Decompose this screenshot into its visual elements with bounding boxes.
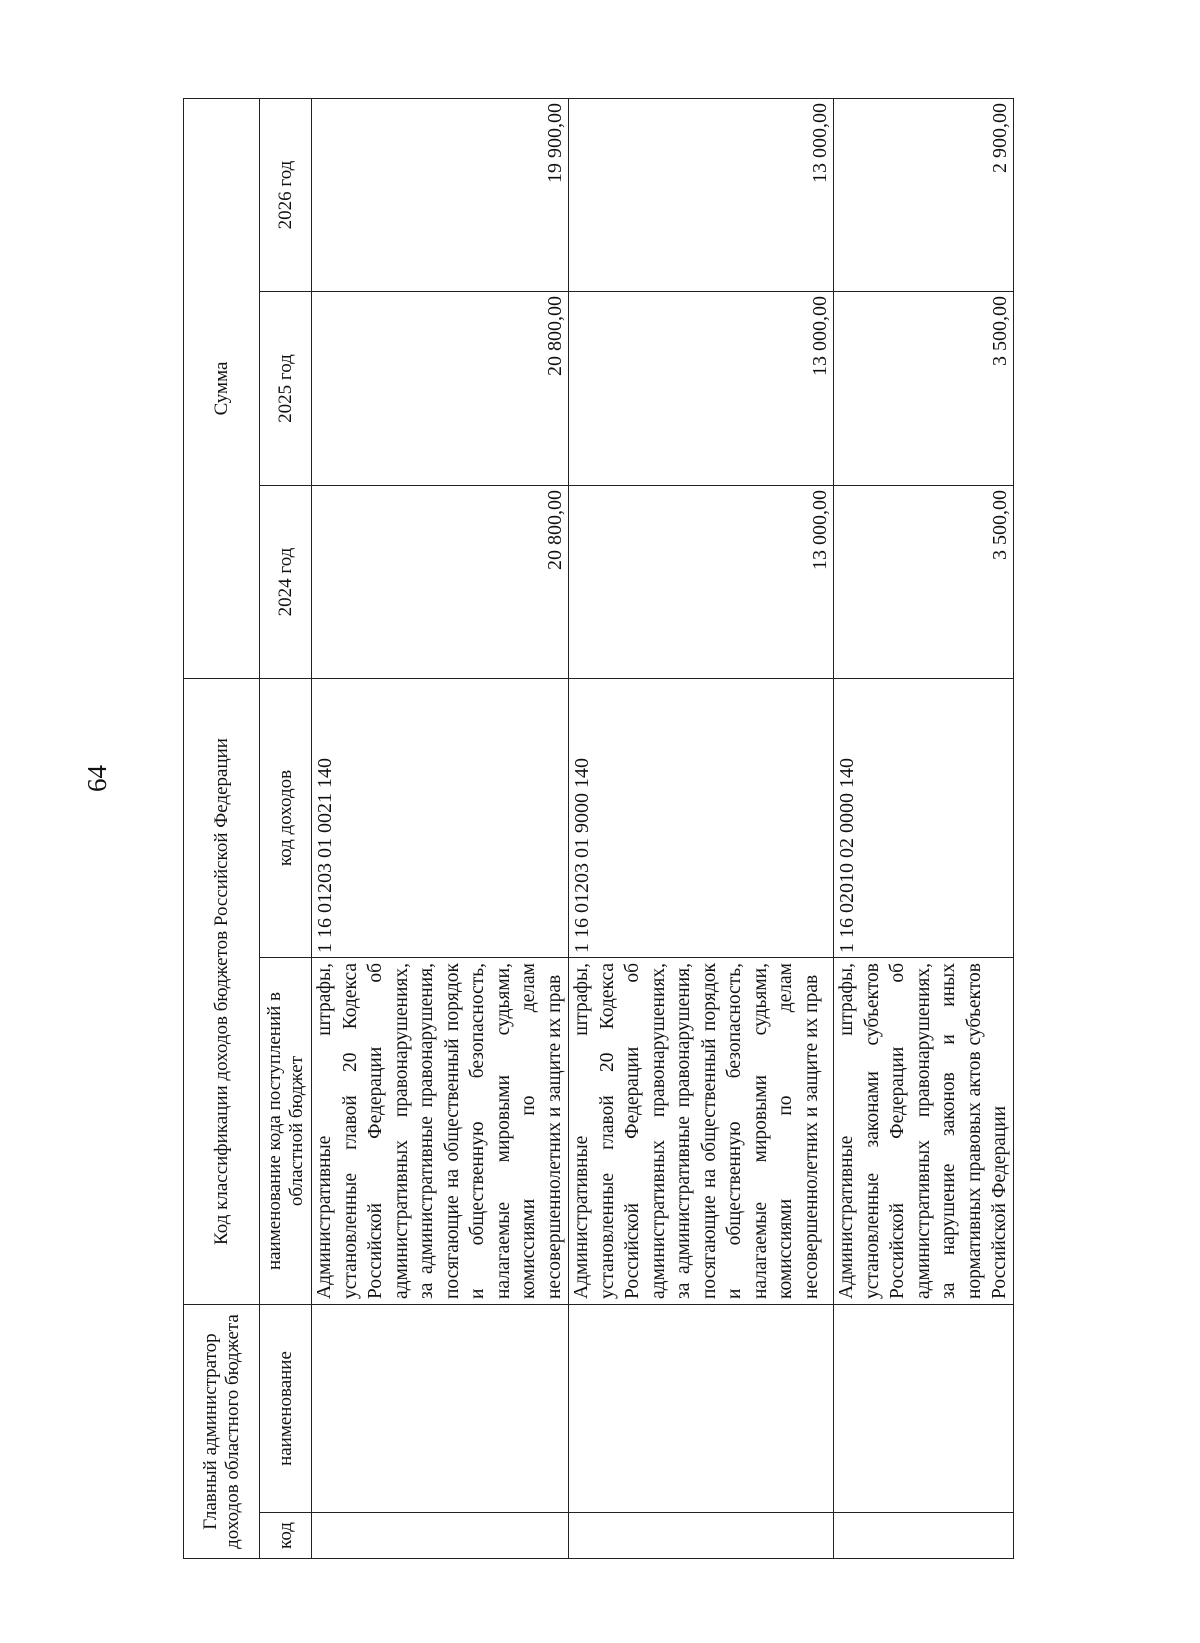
page-number: 64 bbox=[82, 765, 112, 792]
sum-2025-cell: 3 500,00 bbox=[834, 292, 1014, 486]
admin-name-cell bbox=[312, 1305, 569, 1513]
sum-2025-cell: 13 000,00 bbox=[569, 292, 834, 486]
rotated-table-container bbox=[183, 99, 1011, 1559]
sum-2024-cell: 13 000,00 bbox=[569, 486, 834, 679]
header-row-sub bbox=[260, 98, 312, 1558]
income-code-cell: 1 16 01203 01 0021 140 bbox=[312, 679, 569, 958]
classification-group-header: Код классификации доходов бюджетов Российской Федерации bbox=[184, 679, 260, 1305]
income-code-header: код доходов bbox=[260, 679, 312, 958]
sum-2026-cell: 2 900,00 bbox=[834, 98, 1014, 291]
income-name-cell: Административные штрафы, установленные главой 20 Кодекса Российской Федерации об административных правонарушениях, за административные правонарушения, посягающие на общественный порядок и общественную безопасность, налагаемые мировыми судьями, комиссиями по делам несовершеннолетних и защите их прав bbox=[569, 958, 834, 1305]
admin-code-cell bbox=[834, 1513, 1014, 1559]
table-row bbox=[312, 98, 569, 1558]
admin-name-cell bbox=[834, 1305, 1014, 1513]
income-code-cell: 1 16 01203 01 9000 140 bbox=[569, 679, 834, 958]
sum-2024-cell: 20 800,00 bbox=[312, 486, 569, 679]
sum-group-header: Сумма bbox=[184, 98, 260, 678]
year-2026-header: 2026 год bbox=[260, 98, 312, 291]
admin-name-header: наименование bbox=[260, 1305, 312, 1513]
income-code-cell: 1 16 02010 02 0000 140 bbox=[834, 679, 1014, 958]
income-name-header: наименование кода поступлений в областной бюджет bbox=[260, 958, 312, 1305]
income-name-cell: Административные штрафы, установленные главой 20 Кодекса Российской Федерации об административных правонарушениях, за административные правонарушения, посягающие на общественный порядок и общественную безопасность, налагаемые мировыми судьями, комиссиями по делам несовершеннолетних и защите их прав bbox=[312, 958, 569, 1305]
admin-code-cell bbox=[312, 1513, 569, 1559]
table-row bbox=[569, 98, 834, 1558]
admin-group-header: Главный администратор доходов областного бюджета bbox=[184, 1305, 260, 1559]
admin-code-header: код bbox=[260, 1513, 312, 1559]
sum-2026-cell: 13 000,00 bbox=[569, 98, 834, 291]
sum-2024-cell: 3 500,00 bbox=[834, 486, 1014, 679]
sum-2026-cell: 19 900,00 bbox=[312, 98, 569, 291]
year-2025-header: 2025 год bbox=[260, 292, 312, 486]
table-row bbox=[834, 98, 1014, 1558]
header-row-main bbox=[184, 98, 260, 1558]
admin-code-cell bbox=[569, 1513, 834, 1559]
admin-name-cell bbox=[569, 1305, 834, 1513]
year-2024-header: 2024 год bbox=[260, 486, 312, 679]
income-name-cell: Административные штрафы, установленные законами субъектов Российской Федерации об административных правонарушениях, за нарушение законов и иных нормативных правовых актов субъектов Российской Федерации bbox=[834, 958, 1014, 1305]
revenue-table bbox=[183, 98, 1014, 1559]
sum-2025-cell: 20 800,00 bbox=[312, 292, 569, 486]
